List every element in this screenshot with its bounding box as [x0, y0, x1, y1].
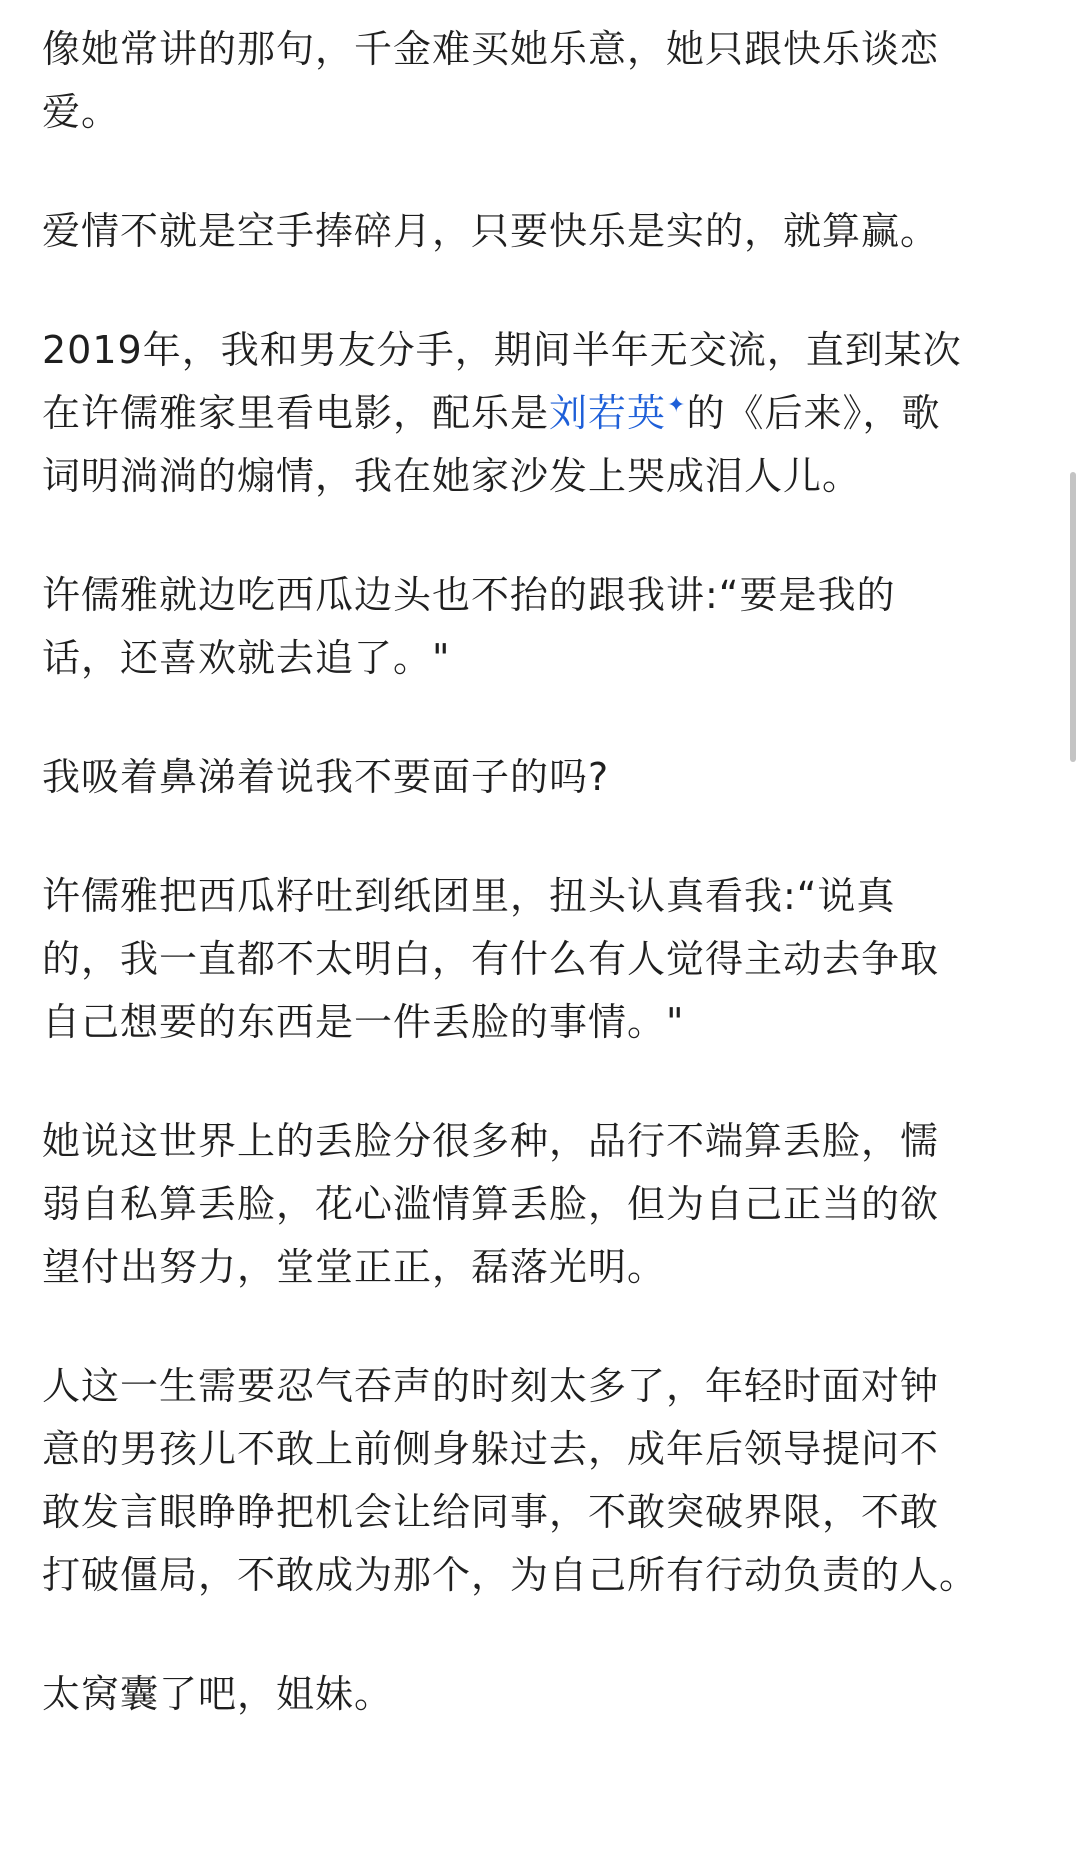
text-line: 人这一生需要忍气吞声的时刻太多了，年轻时面对钟 — [42, 1364, 940, 1408]
text-line: 爱。 — [42, 90, 121, 134]
text-line: 许儒雅把西瓜籽吐到纸团里，扭头认真看我:“说真 — [42, 874, 896, 918]
link-star-icon: ✦ — [667, 393, 687, 419]
paragraph-5 — [42, 746, 1042, 809]
text-line: 自己想要的东西是一件丢脸的事情。" — [42, 1000, 685, 1044]
paragraph-8 — [42, 1355, 1042, 1607]
text-line: 她说这世界上的丢脸分很多种，品行不端算丢脸，懦 — [42, 1119, 940, 1163]
text-line: 敢发言眼睁睁把机会让给同事，不敢突破界限，不敢 — [42, 1490, 940, 1534]
scrollbar-thumb[interactable] — [1070, 472, 1076, 762]
paragraph-3 — [42, 319, 1042, 508]
text-line: 许儒雅就边吃西瓜边头也不抬的跟我讲:“要是我的 — [42, 573, 896, 617]
paragraph-2 — [42, 200, 1042, 263]
paragraph-7 — [42, 1110, 1042, 1299]
paragraph-1 — [42, 18, 1042, 144]
text-line: 2019年，我和男友分手，期间半年无交流，直到某次 — [42, 328, 962, 372]
text-line: 话，还喜欢就去追了。" — [42, 636, 451, 680]
text-line: 我吸着鼻涕着说我不要面子的吗? — [42, 755, 610, 799]
text-line: 望付出努力，堂堂正正，磊落光明。 — [42, 1245, 667, 1289]
text-line: 的，我一直都不太明白，有什么有人觉得主动去争取 — [42, 937, 940, 981]
text-line: 爱情不就是空手捧碎月，只要快乐是实的，就算赢。 — [42, 209, 940, 253]
text-line: 太窝囊了吧，姐妹。 — [42, 1672, 394, 1716]
article-body — [42, 18, 1042, 1782]
text-line: 意的男孩儿不敢上前侧身躲过去，成年后领导提问不 — [42, 1427, 940, 1471]
text-line: 打破僵局，不敢成为那个，为自己所有行动负责的人。 — [42, 1553, 979, 1597]
text-line: 词明淌淌的煽情，我在她家沙发上哭成泪人儿。 — [42, 454, 862, 498]
search-link-liu-ruoying[interactable]: 刘若英 — [549, 391, 667, 435]
paragraph-6 — [42, 865, 1042, 1054]
text-segment: 的《后来》，歌 — [686, 391, 941, 435]
text-segment: 在许儒雅家里看电影，配乐是 — [42, 391, 550, 435]
text-line: 弱自私算丢脸，花心滥情算丢脸，但为自己正当的欲 — [42, 1182, 940, 1226]
text-line-with-link — [42, 382, 1042, 445]
paragraph-9 — [42, 1663, 1042, 1726]
paragraph-4 — [42, 564, 1042, 690]
text-line: 像她常讲的那句，千金难买她乐意，她只跟快乐谈恋 — [42, 27, 940, 71]
